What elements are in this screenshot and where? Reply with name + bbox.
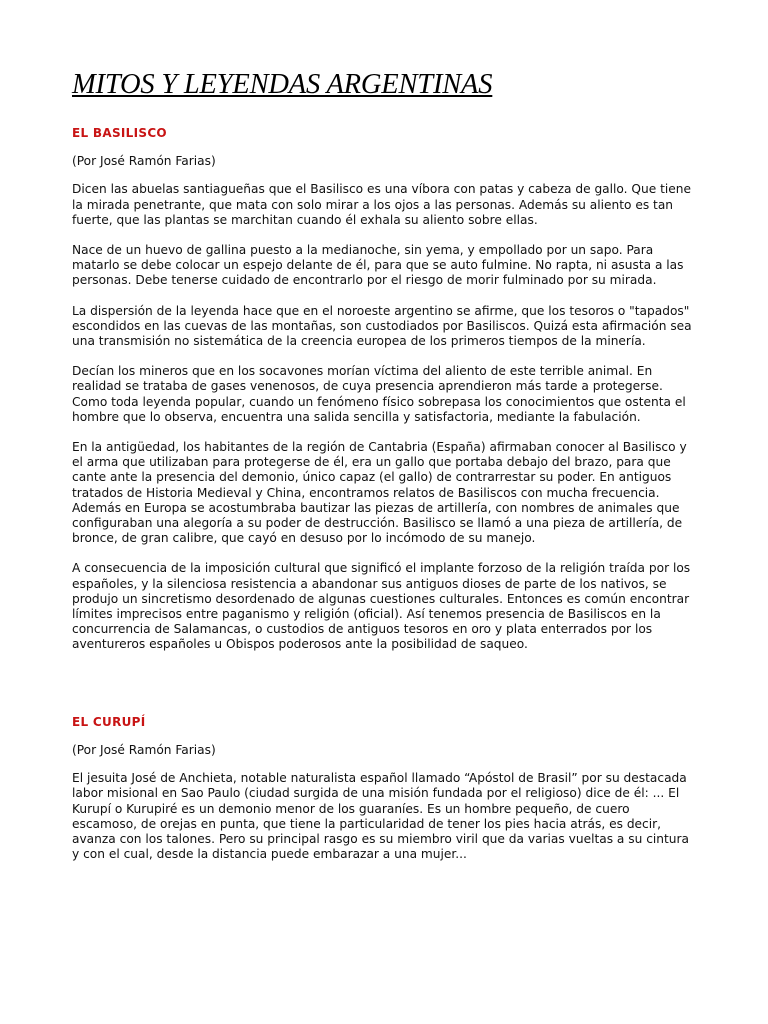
section-heading: EL BASILISCO [72,126,167,140]
paragraph: El jesuita José de Anchieta, notable naturalista español llamado “Apóstol de Brasil” por su destacada labor misional en Sao Paulo (ciudad surgida de una misión fundada por el religioso) dice de él: ... El Kurupí o Kurupiré es un demonio menor de los guaraníes. Es un hombre pequeño, de cuero escamoso, de orejas en punta, que tiene la particularidad de tener los pies hacia atrás, es decir, avanza con los talones. Pero su principal rasgo es su miembro viril que da varias vueltas a su cintura y con el cual, desde la distancia puede embarazar a una mujer... [72,771,690,862]
byline: (Por José Ramón Farias) [72,154,216,169]
paragraph: Decían los mineros que en los socavones morían víctima del aliento de este terrible animal. En realidad se trataba de gases venenosos, de cuya presencia aprendieron más tarde a protegerse. Como toda leyenda popular, cuando un fenómeno físico sobrepasa los conocimientos que ostenta el hombre que lo observa, encuentra una salida sencilla y satisfactoria, mediante la fabulación. [72,364,686,424]
page-title: MITOS Y LEYENDAS ARGENTINAS [72,69,493,100]
paragraph: Dicen las abuelas santiagueñas que el Basilisco es una víbora con patas y cabeza de gallo. Que tiene la mirada penetrante, que mata con solo mirar a los ojos a las personas. Además su aliento es tan fuerte, que las plantas se marchitan cuando él exhala su aliento sobre ellas. [72,182,691,227]
paragraph: La dispersión de la leyenda hace que en el noroeste argentino se afirme, que los tesoros o "tapados" escondidos en las cuevas de las montañas, son custodiados por Basiliscos. Quizá esta afirmación sea una transmisión no sistemática de la creencia europea de los primeros tiempos de la minería. [72,303,692,349]
section-el-curupi [72,715,698,863]
section-el-basilisco [72,126,698,653]
document-page [72,68,698,877]
section-spacer [72,668,698,715]
paragraph: En la antigüedad, los habitantes de la región de Cantabria (España) afirmaban conocer al Basilisco y el arma que utilizaban para protegerse de él, era un gallo que portaba debajo del brazo, para que cante ante la presencia del demonio, único capaz (el gallo) de contrarrestar su poder. En antiguos tratados de Historia Medieval y China, encontramos relatos de Basiliscos con mucha frecuencia. Además en Europa se acostumbraba bautizar las piezas de artillería, con nombres de animales que configuraban una alegoría a su poder de destrucción. Basilisco se llamó a una pieza de artillería, de bronce, de gran calibre, que cayó en desuso por lo incómodo de su manejo. [72,440,687,546]
byline: (Por José Ramón Farias) [72,742,216,757]
paragraph: A consecuencia de la imposición cultural que significó el implante forzoso de la religión traída por los españoles, y la silenciosa resistencia a abandonar sus antiguos dioses de parte de los nativos, se produjo un sincretismo desordenado de algunas cuestiones culturales. Entonces es común encontrar límites imprecisos entre paganismo y religión (oficial). Así tenemos presencia de Basiliscos en la concurrencia de Salamancas, o custodios de antiguos tesoros en oro y plata enterrados por los aventureros españoles u Obispos poderosos ante la posibilidad de saqueo. [72,561,691,652]
section-heading: EL CURUPÍ [72,714,146,729]
paragraph: Nace de un huevo de gallina puesto a la medianoche, sin yema, y empollado por un sapo. Para matarlo se debe colocar un espejo delante de él, para que se auto fulmine. No rapta, ni asusta a las personas. Debe tenerse cuidado de encontrarlo por el riesgo de morir fulminado por su mirada. [72,243,684,288]
